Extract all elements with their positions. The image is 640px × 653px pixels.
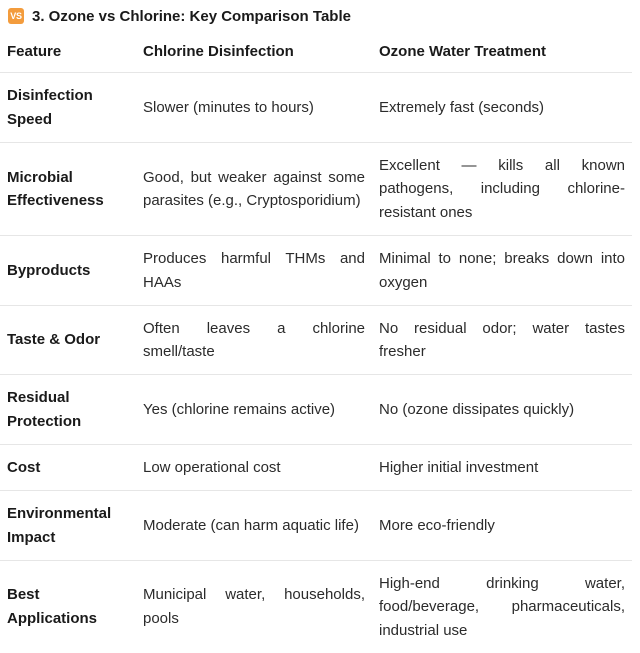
- row-chlorine: Low operational cost: [136, 445, 372, 491]
- table-row: [0, 491, 632, 561]
- row-ozone: No (ozone dissipates quickly): [372, 375, 632, 445]
- row-ozone: Minimal to none; breaks down into oxygen: [372, 236, 632, 306]
- row-feature: Microbial Effectiveness: [0, 143, 136, 236]
- row-chlorine: Produces harmful THMs and HAAs: [136, 236, 372, 306]
- table-row: [0, 143, 632, 236]
- row-feature: Best Applications: [7, 586, 98, 627]
- section-title: 3. Ozone vs Chlorine: Key Comparison Table: [32, 7, 351, 25]
- row-ozone: High-end drinking water, food/beverage, pharmaceuticals, industrial use: [379, 574, 625, 639]
- row-ozone: More eco-friendly: [372, 491, 632, 561]
- table-row: [0, 445, 632, 491]
- row-chlorine: Good, but weaker against some parasites (e.g., Cryptosporidium): [136, 143, 372, 236]
- row-ozone: Extremely fast (seconds): [372, 73, 632, 143]
- row-chlorine: Yes (chlorine remains active): [136, 375, 372, 445]
- header-chlorine: Chlorine Disinfection: [136, 30, 372, 73]
- table-row: [0, 561, 632, 653]
- comparison-table: [0, 30, 632, 653]
- row-feature: Disinfection Speed: [0, 73, 136, 143]
- table-row: [0, 73, 632, 143]
- row-feature: Cost: [0, 445, 136, 491]
- row-ozone: Higher initial investment: [372, 445, 632, 491]
- header-ozone: Ozone Water Treatment: [372, 30, 632, 73]
- row-chlorine: Often leaves a chlorine smell/taste: [136, 306, 372, 375]
- row-chlorine: Municipal water, households, pools: [143, 586, 365, 627]
- row-chlorine: Moderate (can harm aquatic life): [136, 491, 372, 561]
- table-row: [0, 375, 632, 445]
- row-ozone: Excellent — kills all known pathogens, including chlorine-resistant ones: [372, 143, 632, 236]
- table-row: [0, 236, 632, 306]
- row-feature: Residual Protection: [0, 375, 136, 445]
- header-feature: Feature: [0, 30, 136, 73]
- row-feature: Environmental Impact: [0, 491, 136, 561]
- row-ozone: No residual odor; water tastes fresher: [372, 306, 632, 375]
- table-row: [0, 306, 632, 375]
- row-chlorine: Slower (minutes to hours): [136, 73, 372, 143]
- versus-icon: VS: [8, 8, 24, 24]
- table-header-row: [0, 30, 632, 73]
- row-feature: Taste & Odor: [0, 306, 136, 375]
- section-heading: [8, 4, 351, 28]
- row-feature: Byproducts: [0, 236, 136, 306]
